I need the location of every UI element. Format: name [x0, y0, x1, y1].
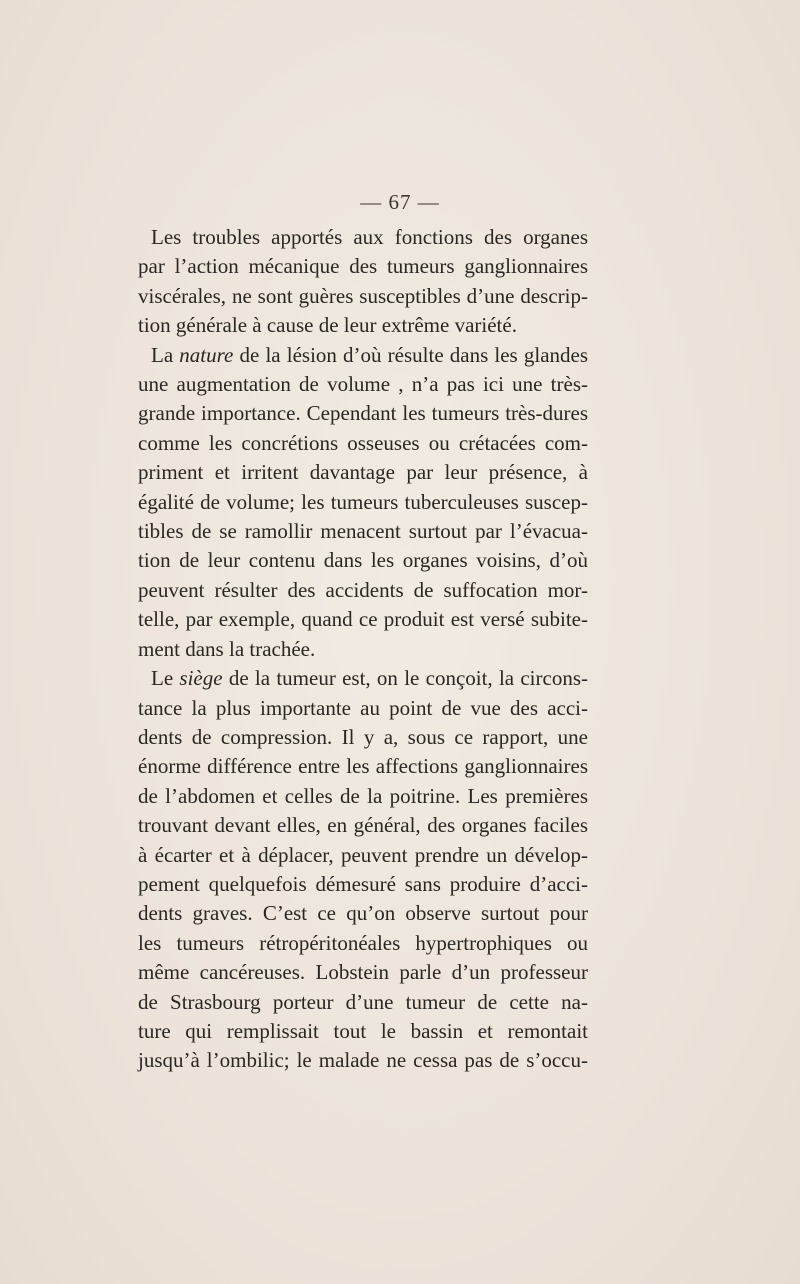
text-line-lead: [138, 341, 588, 370]
text-line: dents de compression. Il y a, sous ce rapport, une: [138, 724, 588, 749]
text-line: à écarter et à déplacer, peuvent prendre un dévelop-: [138, 842, 588, 867]
text-line: telle, par exemple, quand ce produit est versé subite-: [138, 607, 588, 632]
text-line: ture qui remplissait tout le bassin et remontait: [138, 1018, 588, 1043]
paragraph-2: [138, 341, 588, 664]
italic-term-siege: siège: [179, 666, 223, 691]
text-line: grande importance. Cependant les tumeurs très-dures: [138, 401, 588, 426]
text-line: de l’abdomen et celles de la poitrine. Les premières: [138, 783, 588, 808]
text-line: même cancéreuses. Lobstein parle d’un professeur: [138, 960, 588, 985]
text-line: comme les concrétions osseuses ou crétacées com-: [138, 430, 588, 455]
text-line: dents graves. C’est ce qu’on observe surtout pour: [138, 901, 588, 926]
text-line: priment et irritent davantage par leur présence, à: [138, 460, 588, 485]
italic-term-nature: nature: [179, 342, 234, 367]
lead-word: Le: [151, 666, 180, 691]
text-line: énorme différence entre les affections ganglionnaires: [138, 754, 588, 779]
body-text: [138, 223, 588, 1076]
text-line: tance la plus importante au point de vue des acci-: [138, 695, 588, 720]
text-line: ment dans la trachée.: [138, 636, 316, 661]
text-line: Les troubles apportés aux fonctions des organes: [151, 225, 588, 249]
text-line: peuvent résulter des accidents de suffocation mor-: [138, 577, 588, 602]
text-line-rest: de la lésion d’où résulte dans les glandes: [239, 342, 589, 367]
text-line: viscérales, ne sont guères susceptibles d’une descrip-: [138, 283, 588, 308]
text-line: tibles de se ramollir menacent surtout par l’évacua-: [138, 519, 588, 544]
text-line-lead: [138, 664, 588, 693]
text-line: jusqu’à l’ombilic; le malade ne cessa pas de s’occu-: [138, 1048, 588, 1073]
paragraph-3: [138, 664, 588, 1076]
text-line: égalité de volume; les tumeurs tuberculeuses suscep-: [138, 489, 588, 514]
page-number: — 67 —: [360, 190, 440, 214]
text-line: une augmentation de volume , n’a pas ici une très-: [138, 372, 588, 397]
text-line: tion générale à cause de leur extrême variété.: [138, 313, 517, 338]
text-line: par l’action mécanique des tumeurs ganglionnaires: [138, 254, 588, 279]
text-line: pement quelquefois démesuré sans produire d’acci-: [138, 871, 588, 896]
text-line: les tumeurs rétropéritonéales hypertrophiques ou: [138, 930, 588, 955]
text-line: de Strasbourg porteur d’une tumeur de cette na-: [138, 989, 588, 1014]
text-line-rest: de la tumeur est, on le conçoit, la circons-: [228, 666, 588, 691]
paragraph-1: [138, 223, 588, 341]
text-line: tion de leur contenu dans les organes voisins, d’où: [138, 548, 588, 573]
lead-word: La: [151, 342, 180, 367]
text-line: trouvant devant elles, en général, des organes faciles: [138, 813, 588, 838]
